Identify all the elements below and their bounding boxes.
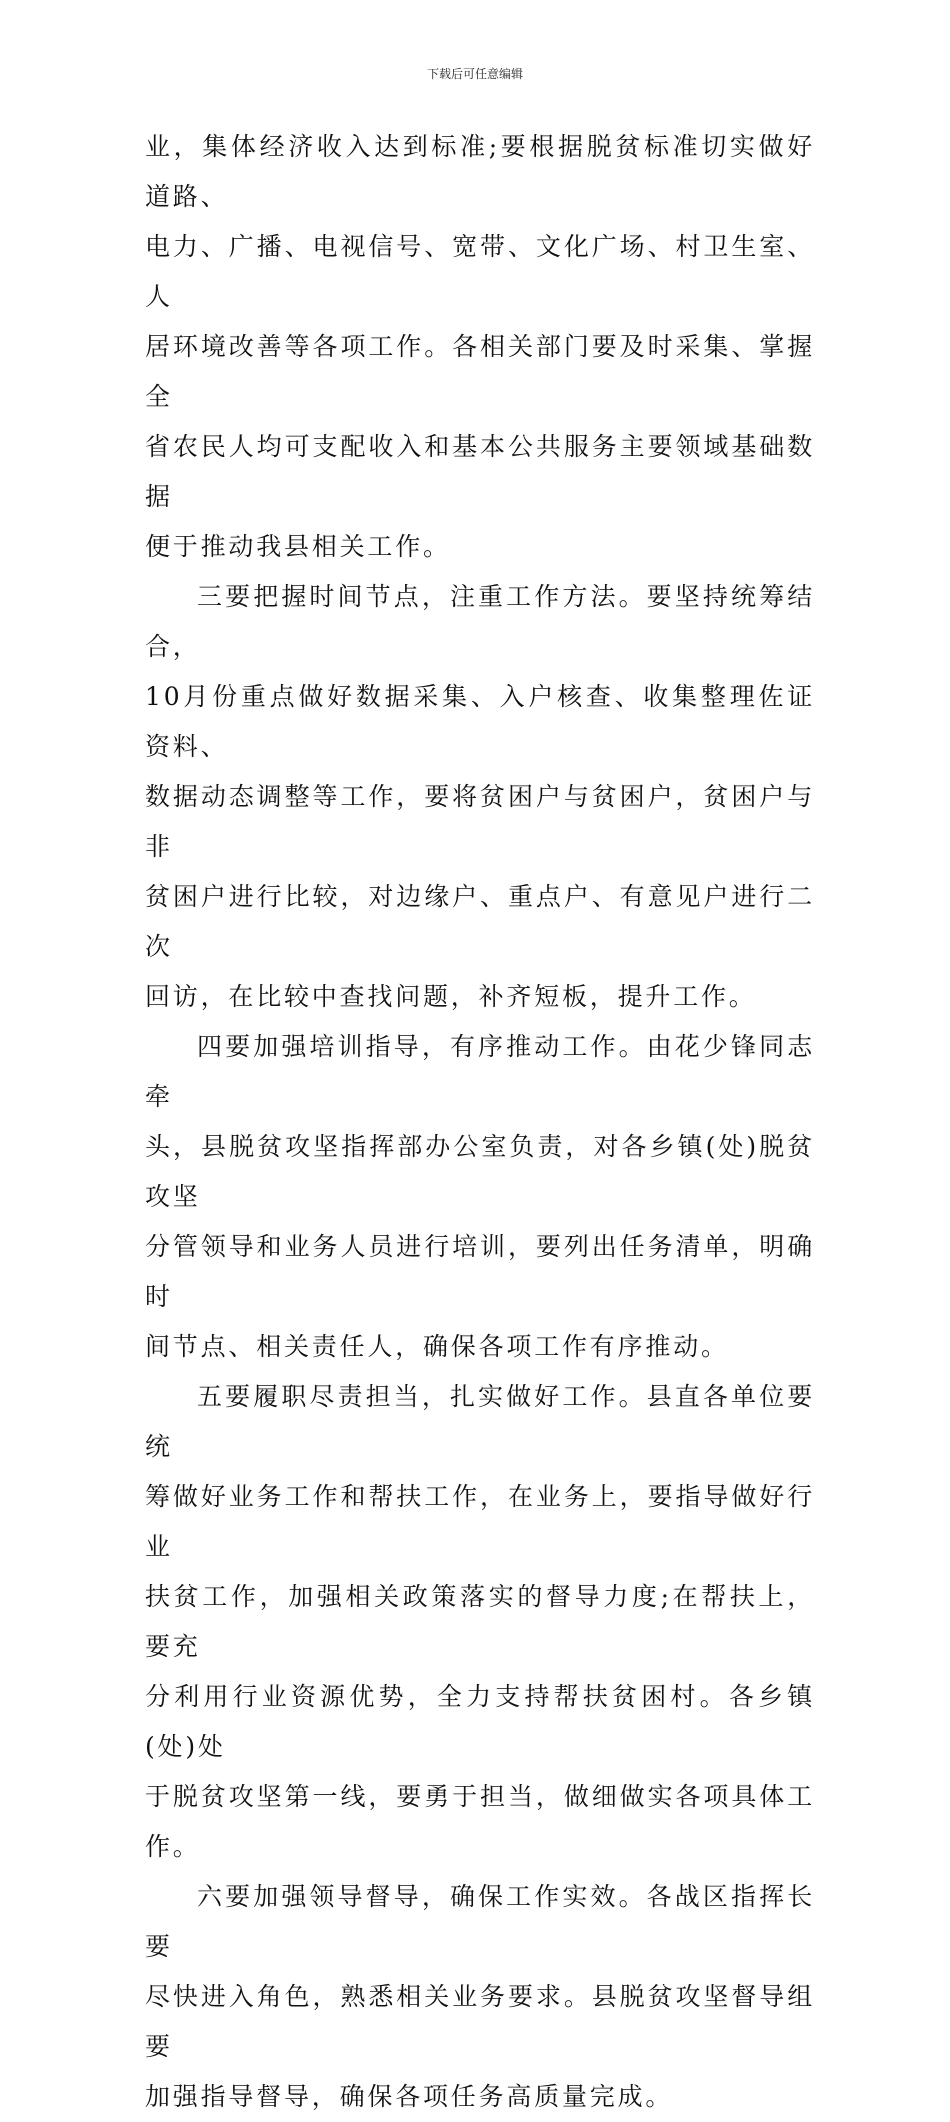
text-line: 五要履职尽责担当，扎实做好工作。县直各单位要统 <box>145 1382 815 1461</box>
text-line: 电力、广播、电视信号、宽带、文化广场、村卫生室、人 <box>145 232 815 311</box>
text-line: 贫困户进行比较，对边缘户、重点户、有意见户进行二次 <box>145 882 815 961</box>
text-line: 三要把握时间节点，注重工作方法。要坚持统筹结合， <box>145 582 815 661</box>
text-line: 筹做好业务工作和帮扶工作，在业务上，要指导做好行业 <box>145 1482 815 1561</box>
text-line: 头，县脱贫攻坚指挥部办公室负责，对各乡镇(处)脱贫攻坚 <box>145 1132 815 1211</box>
text-line: 省农民人均可支配收入和基本公共服务主要领域基础数据 <box>145 432 815 511</box>
text-line: 分管领导和业务人员进行培训，要列出任务清单，明确时 <box>145 1232 815 1311</box>
paragraph-point-six <box>145 1872 815 2122</box>
text-line: 尽快进入角色，熟悉相关业务要求。县脱贫攻坚督导组要 <box>145 1982 815 2061</box>
text-line: 扶贫工作，加强相关政策落实的督导力度;在帮扶上，要充 <box>145 1582 815 1661</box>
text-line: 居环境改善等各项工作。各相关部门要及时采集、掌握全 <box>145 332 815 411</box>
text-line: 业，集体经济收入达到标准;要根据脱贫标准切实做好道路、 <box>145 132 815 211</box>
text-line: 于脱贫攻坚第一线，要勇于担当，做细做实各项具体工作。 <box>145 1782 815 1861</box>
text-line: 10月份重点做好数据采集、入户核查、收集整理佐证资料、 <box>145 682 815 761</box>
paragraph-point-five <box>145 1372 815 1872</box>
text-line: 四要加强培训指导，有序推动工作。由花少锋同志牵 <box>145 1032 815 1111</box>
paragraph-point-four <box>145 1022 815 1372</box>
page-header-note: 下载后可任意编辑 <box>426 67 523 81</box>
text-line: 加强指导督导，确保各项任务高质量完成。 <box>145 2082 674 2111</box>
text-line: 数据动态调整等工作，要将贫困户与贫困户，贫困户与非 <box>145 782 815 861</box>
text-line: 六要加强领导督导，确保工作实效。各战区指挥长要 <box>145 1882 815 1961</box>
text-line: 间节点、相关责任人，确保各项工作有序推动。 <box>145 1332 729 1361</box>
text-line: 回访，在比较中查找问题，补齐短板，提升工作。 <box>145 982 757 1011</box>
document-body <box>145 122 815 2122</box>
paragraph-point-three <box>145 572 815 1022</box>
paragraph-continuation <box>145 122 815 572</box>
text-line: 分利用行业资源优势，全力支持帮扶贫困村。各乡镇(处)处 <box>145 1682 815 1761</box>
text-line: 便于推动我县相关工作。 <box>145 532 451 561</box>
